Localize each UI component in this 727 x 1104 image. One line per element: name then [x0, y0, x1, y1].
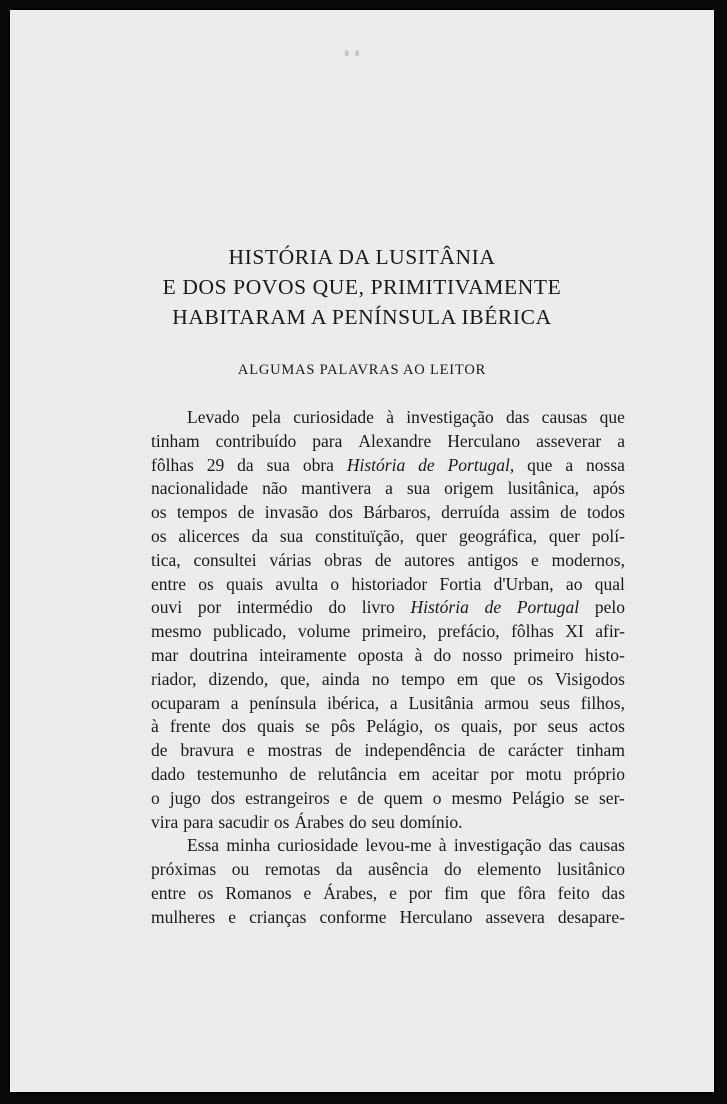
print-smudge: ▘▝: [345, 52, 359, 62]
section-subtitle: ALGUMAS PALAVRAS AO LEITOR: [237, 362, 487, 378]
text-line: próximas ou remotas da ausência do elemento lusitânico: [151, 859, 625, 880]
text-line: riador, dizendo, que, ainda no tempo em que os Visigodos: [151, 668, 625, 689]
document-page: [8, 8, 716, 1094]
text-line: ocuparam a península ibérica, a Lusitânia armou seus filhos,: [151, 692, 625, 713]
text-line: os alicerces da sua constituïção, quer geográfica, quer polí-: [151, 525, 625, 546]
page-title: [10, 242, 714, 332]
text-line: nacionalidade não mantivera a sua origem lusitânica, após: [151, 478, 625, 499]
title-line-2: E DOS POVOS QUE, PRIMITIVAMENTE: [162, 275, 562, 299]
text-line: o jugo dos estrangeiros e de quem o mesmo Pelágio se ser-: [151, 787, 625, 808]
text-line: tica, consultei várias obras de autores antigos e modernos,: [151, 549, 625, 570]
text-line: tinham contribuído para Alexandre Herculano asseverar a: [151, 430, 625, 451]
text-line: à frente dos quais se pôs Pelágio, os quais, por seus actos: [151, 716, 625, 737]
text-line: mar doutrina inteiramente oposta à do nosso primeiro histo-: [151, 644, 625, 665]
text-line: Essa minha curiosidade levou-me à investigação das causas: [187, 835, 625, 856]
text-line: mesmo publicado, volume primeiro, prefácio, fôlhas XI afir-: [151, 621, 625, 642]
text-line: os tempos de invasão dos Bárbaros, derruída assim de todos: [151, 502, 625, 523]
text-line: fôlhas 29 da sua obra História de Portugal, que a nossa: [151, 454, 625, 475]
text-line: Levado pela curiosidade à investigação das causas que: [187, 407, 625, 427]
body-text: [151, 406, 625, 930]
title-line-3: HABITARAM A PENÍNSULA IBÉRICA: [172, 305, 552, 329]
text-line: mulheres e crianças conforme Herculano assevera desapare-: [151, 906, 625, 927]
text-line: vira para sacudir os Árabes do seu domínio.: [151, 811, 463, 832]
text-line: entre os Romanos e Árabes, e por fim que fôra feito das: [151, 882, 625, 903]
text-line: dado testemunho de relutância em aceitar por motu próprio: [151, 763, 625, 784]
title-line-1: HISTÓRIA DA LUSITÂNIA: [228, 245, 496, 269]
text-line: entre os quais avulta o historiador Fortia d'Urban, ao qual: [151, 573, 625, 594]
text-line: ouvi por intermédio do livro História de Portugal pelo: [151, 597, 625, 618]
text-line: de bravura e mostras de independência de carácter tinham: [151, 740, 625, 761]
